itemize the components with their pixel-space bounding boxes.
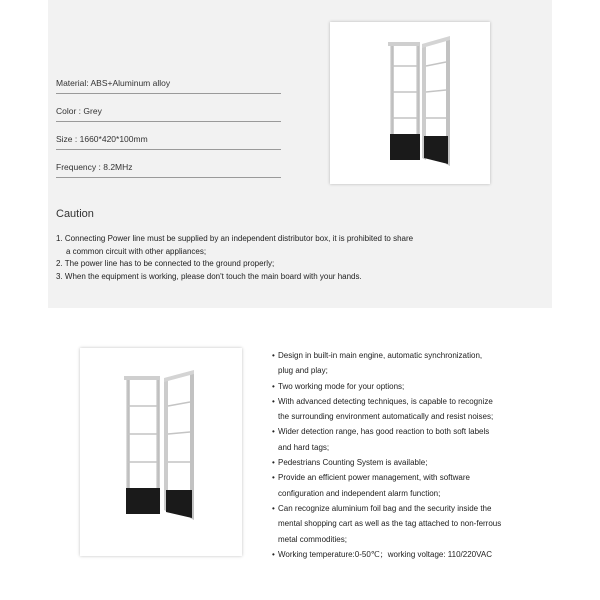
right-antenna: [164, 370, 194, 520]
spec-frequency: Frequency : 8.2MHz: [56, 162, 281, 178]
feature-list: [272, 348, 572, 562]
eas-gate-image-large: [80, 348, 242, 556]
left-antenna: [124, 376, 160, 514]
spec-size: Size : 1660*420*100mm: [56, 134, 281, 150]
left-antenna: [388, 42, 420, 160]
product-photo-bottom: [80, 348, 242, 556]
feature-item: • With advanced detecting techniques, is capable to recognize: [272, 396, 493, 406]
feature-item-cont: the surrounding environment automatically and resist noises;: [278, 412, 494, 422]
right-antenna: [422, 36, 450, 166]
feature-item: • Provide an efficient power management, with software: [272, 473, 470, 483]
feature-item-cont: metal commodities;: [278, 534, 347, 544]
caution-item-1: 1. Connecting Power line must be supplied by an independent distributor box, it is prohibited to share: [56, 234, 414, 243]
feature-item-cont: configuration and independent alarm function;: [278, 488, 441, 498]
feature-item: • Design in built-in main engine, automatic synchronization,: [272, 351, 483, 360]
feature-item-cont: plug and play;: [278, 366, 328, 376]
feature-item: • Two working mode for your options;: [272, 381, 405, 391]
caution-item-1-cont: a common circuit with other appliances;: [66, 246, 207, 256]
caution-item-2: 2. The power line has to be connected to the ground properly;: [56, 259, 275, 269]
feature-item: • Can recognize aluminium foil bag and the security inside the: [272, 503, 492, 513]
spec-material: Material: ABS+Aluminum alloy: [56, 78, 281, 94]
caution-item-3: 3. When the equipment is working, please don't touch the main board with your hands.: [56, 271, 362, 281]
feature-item-cont: and hard tags;: [278, 442, 330, 452]
caution-title: Caution: [56, 208, 94, 220]
eas-gate-image: [330, 22, 490, 184]
product-photo-top: [330, 22, 490, 184]
caution-list: [56, 233, 496, 283]
feature-item: • Working temperature:0-50℃；working voltage: 110/220VAC: [272, 549, 492, 559]
feature-item: • Pedestrians Counting System is available;: [272, 458, 428, 468]
feature-item: • Wider detection range, has good reaction to both soft labels: [272, 427, 490, 437]
spec-color: Color : Grey: [56, 106, 281, 122]
feature-item-cont: mental shopping cart as well as the tag attached to non-ferrous: [278, 519, 502, 529]
